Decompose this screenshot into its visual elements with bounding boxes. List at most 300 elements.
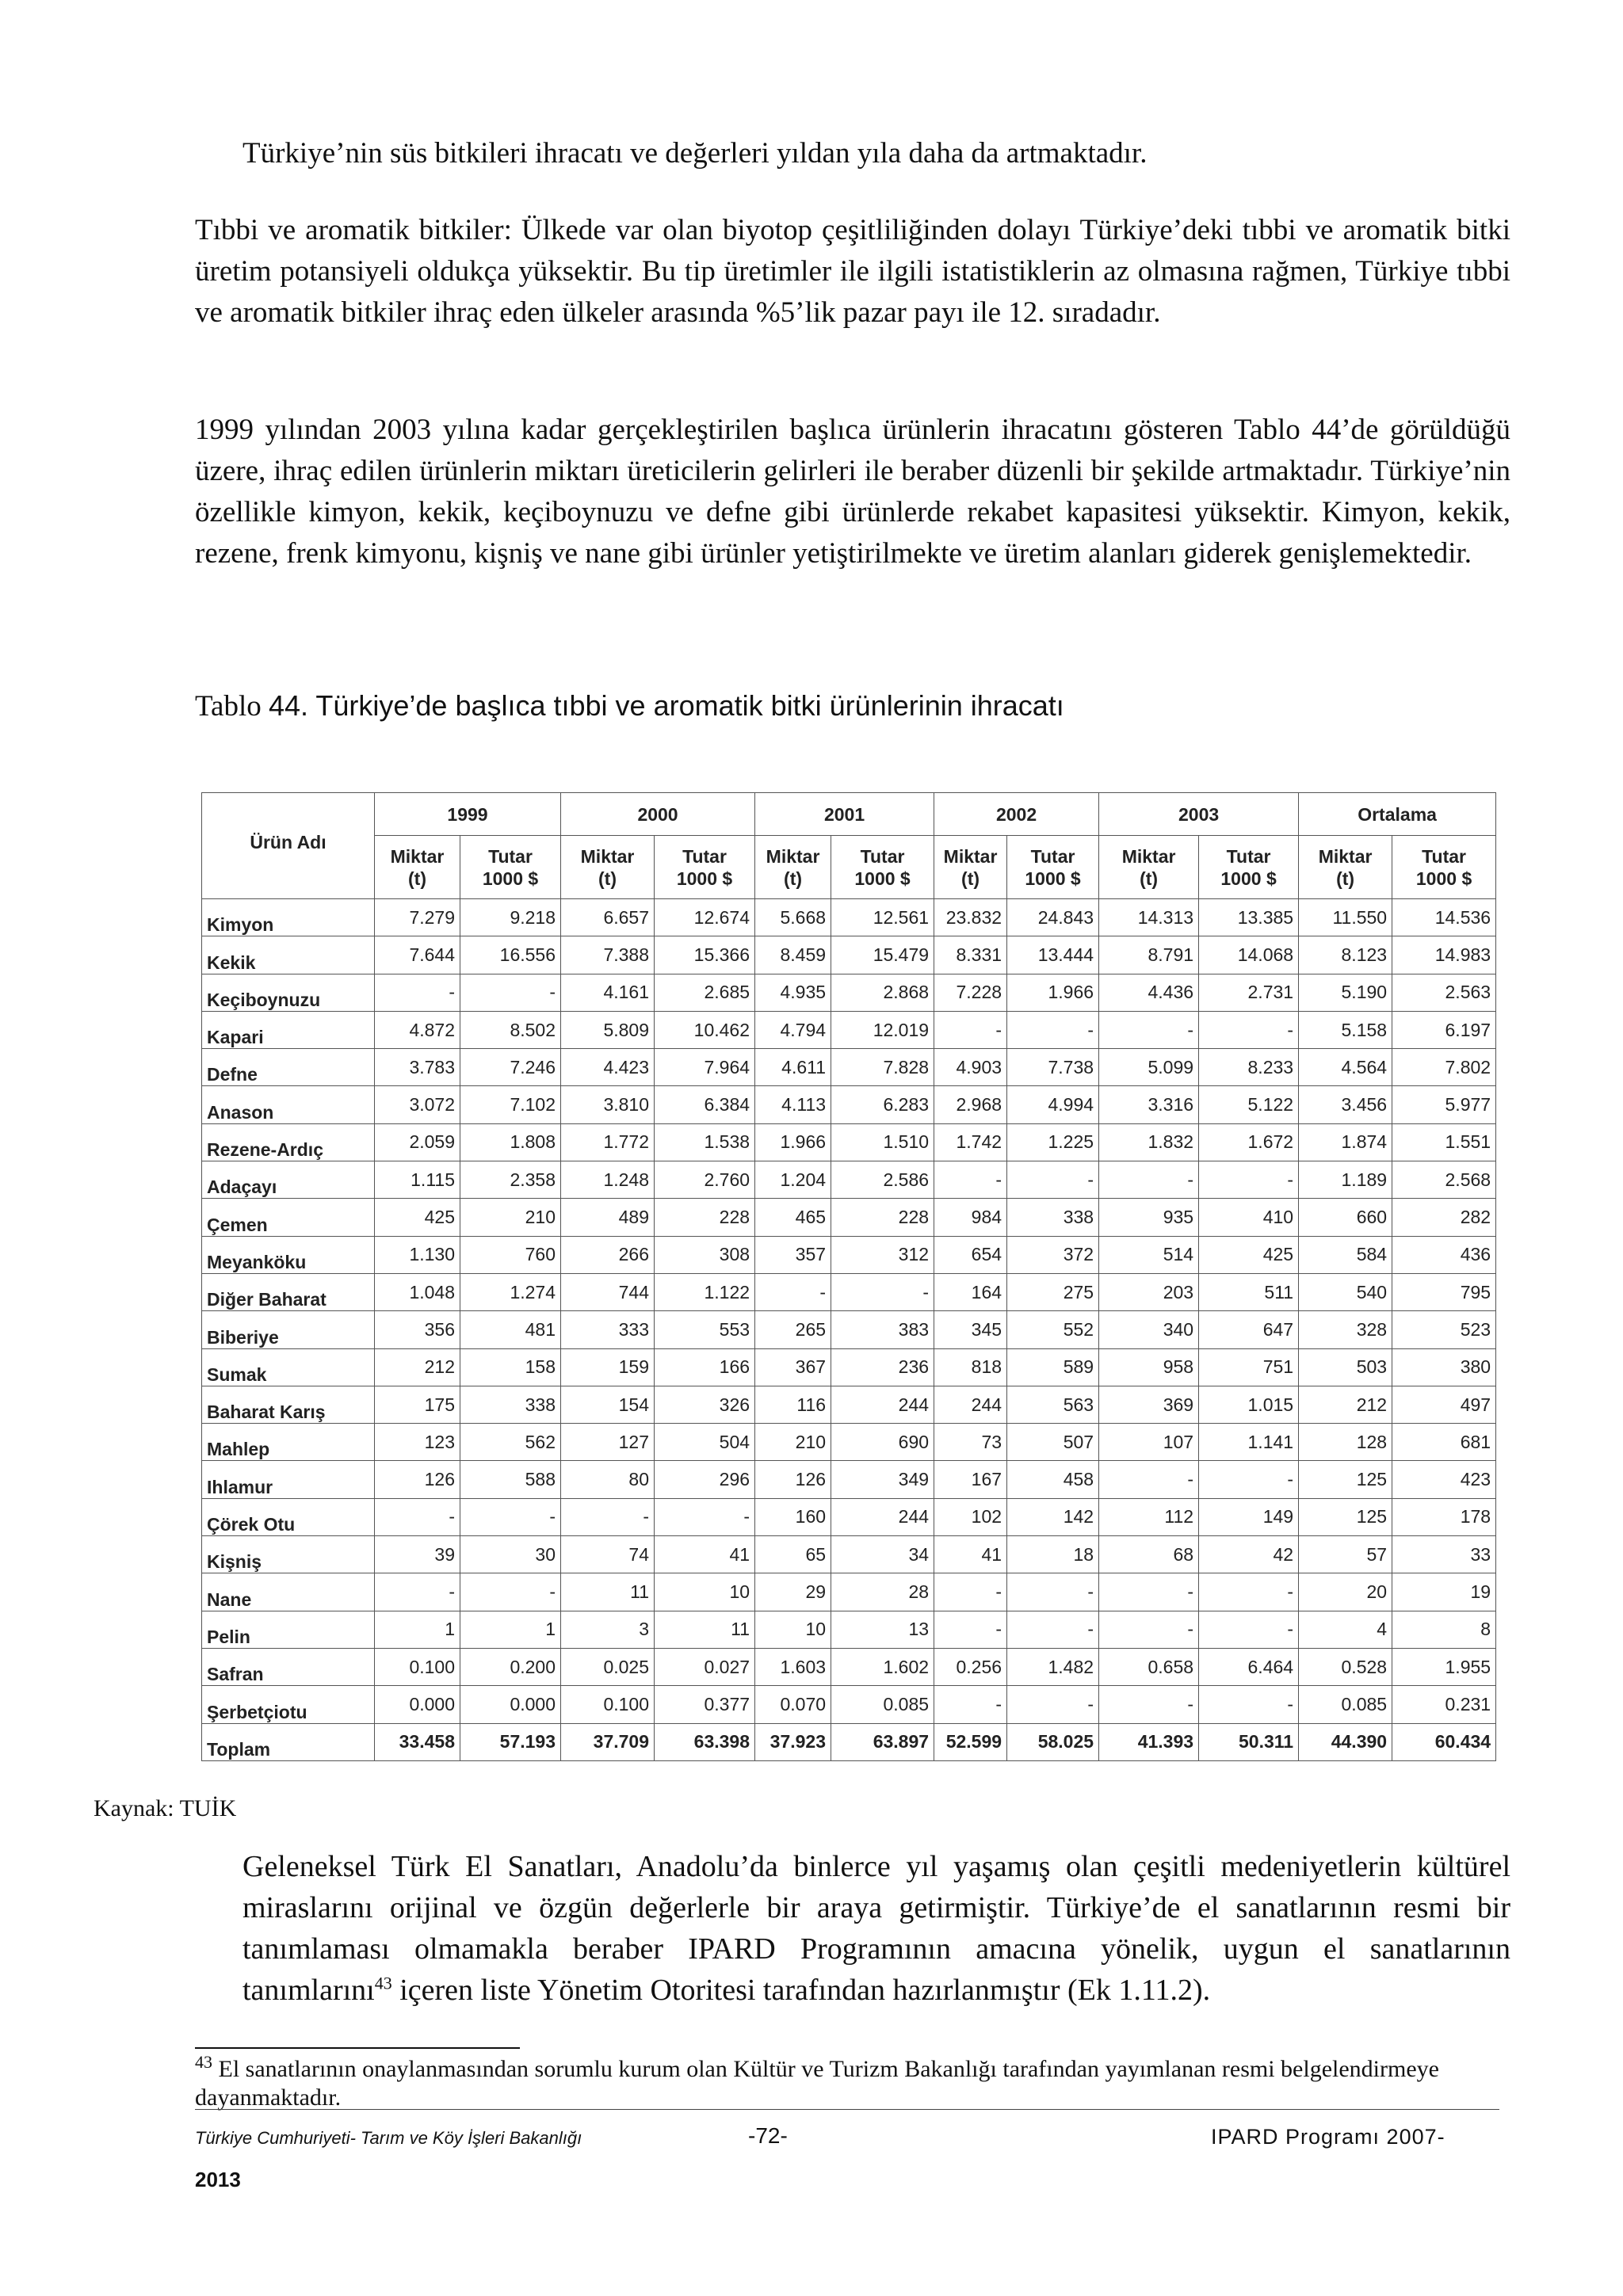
value-cell: 357 (755, 1236, 831, 1273)
value-cell: 18 (1007, 1536, 1099, 1573)
value-cell: 367 (755, 1348, 831, 1386)
miktar-header (934, 836, 1007, 899)
value-cell: - (1007, 1686, 1099, 1723)
subheader-row (202, 836, 1496, 899)
value-cell: 4.794 (755, 1011, 831, 1048)
table-row (202, 1686, 1496, 1723)
value-cell: 5.668 (755, 899, 831, 936)
value-cell: 68 (1099, 1536, 1199, 1573)
value-cell: 1.672 (1199, 1123, 1299, 1161)
value-cell: 14.983 (1392, 936, 1496, 974)
table-row (202, 1723, 1496, 1760)
footnote-reference: 43 (374, 1973, 392, 1993)
value-cell: 4.935 (755, 974, 831, 1011)
value-cell: 2.760 (655, 1161, 755, 1199)
value-cell: 0.377 (655, 1686, 755, 1723)
value-cell: 5.809 (561, 1011, 655, 1048)
table-row (202, 1461, 1496, 1498)
value-cell: 497 (1392, 1386, 1496, 1423)
value-cell: 7.828 (831, 1049, 934, 1086)
value-cell: 308 (655, 1236, 755, 1273)
table-row (202, 1311, 1496, 1348)
value-cell: 681 (1392, 1424, 1496, 1461)
miktar-header-unit: (t) (408, 868, 426, 889)
value-cell: 112 (1099, 1498, 1199, 1535)
value-cell: 1.482 (1007, 1648, 1099, 1685)
product-name-cell: Anason (202, 1086, 375, 1123)
value-cell: 58.025 (1007, 1723, 1099, 1760)
value-cell: 154 (561, 1386, 655, 1423)
miktar-header-label: Miktar (1318, 845, 1373, 867)
value-cell: 14.068 (1199, 936, 1299, 974)
value-cell: - (1199, 1611, 1299, 1648)
value-cell: 126 (755, 1461, 831, 1498)
value-cell: 588 (460, 1461, 561, 1498)
value-cell: - (934, 1686, 1007, 1723)
value-cell: 107 (1099, 1424, 1199, 1461)
value-cell: - (375, 1498, 460, 1535)
value-cell: 0.027 (655, 1648, 755, 1685)
tutar-header-label: Tutar (1030, 845, 1075, 867)
table-row (202, 899, 1496, 936)
handicrafts-text-end: içeren liste Yönetim Otoritesi tarafından hazırlanmıştır (Ek 1.11.2). (391, 1974, 1211, 2007)
value-cell: 29 (755, 1573, 831, 1611)
product-name-cell: Meyanköku (202, 1236, 375, 1273)
value-cell: - (1099, 1611, 1199, 1648)
value-cell: - (561, 1498, 655, 1535)
product-name-cell: Defne (202, 1049, 375, 1086)
value-cell: 50.311 (1199, 1723, 1299, 1760)
value-cell: 514 (1099, 1236, 1199, 1273)
value-cell: 102 (934, 1498, 1007, 1535)
value-cell: - (460, 974, 561, 1011)
value-cell: 203 (1099, 1273, 1199, 1310)
value-cell: - (1099, 1686, 1199, 1723)
paragraph-handicrafts (242, 1846, 1510, 2011)
year-header-row (202, 793, 1496, 836)
value-cell: 935 (1099, 1199, 1199, 1236)
table-row (202, 1011, 1496, 1048)
product-name-cell: Toplam (202, 1723, 375, 1760)
value-cell: 149 (1199, 1498, 1299, 1535)
value-cell: 74 (561, 1536, 655, 1573)
value-cell: 125 (1299, 1498, 1392, 1535)
value-cell: 8.123 (1299, 936, 1392, 974)
product-name-cell: Kapari (202, 1011, 375, 1048)
value-cell: 11 (655, 1611, 755, 1648)
value-cell: 589 (1007, 1348, 1099, 1386)
value-cell: 63.897 (831, 1723, 934, 1760)
table-row (202, 1273, 1496, 1310)
value-cell: 41 (655, 1536, 755, 1573)
value-cell: 4.994 (1007, 1086, 1099, 1123)
value-cell: 12.019 (831, 1011, 934, 1048)
value-cell: 1.742 (934, 1123, 1007, 1161)
value-cell: 11.550 (1299, 899, 1392, 936)
table-row (202, 1236, 1496, 1273)
tutar-header-label: Tutar (860, 845, 905, 867)
value-cell: - (934, 1573, 1007, 1611)
value-cell: 5.190 (1299, 974, 1392, 1011)
value-cell: 1.248 (561, 1161, 655, 1199)
value-cell: 958 (1099, 1348, 1199, 1386)
miktar-header-label: Miktar (1121, 845, 1176, 867)
value-cell: 30 (460, 1536, 561, 1573)
value-cell: 0.000 (375, 1686, 460, 1723)
value-cell: 552 (1007, 1311, 1099, 1348)
value-cell: 465 (755, 1199, 831, 1236)
value-cell: 7.228 (934, 974, 1007, 1011)
page-number: -72- (748, 2123, 788, 2148)
value-cell: 116 (755, 1386, 831, 1423)
value-cell: 63.398 (655, 1723, 755, 1760)
value-cell: 504 (655, 1424, 755, 1461)
miktar-header-unit: (t) (961, 868, 980, 889)
tutar-header-label: Tutar (1226, 845, 1271, 867)
value-cell: 13 (831, 1611, 934, 1648)
value-cell: 6.197 (1392, 1011, 1496, 1048)
product-name-cell: Rezene-Ardıç (202, 1123, 375, 1161)
miktar-header-unit: (t) (784, 868, 803, 889)
year-header: 2001 (755, 793, 934, 836)
table-row (202, 1536, 1496, 1573)
value-cell: 1.772 (561, 1123, 655, 1161)
value-cell: - (1007, 1161, 1099, 1199)
value-cell: - (1199, 1686, 1299, 1723)
product-name-cell: Adaçayı (202, 1161, 375, 1199)
paragraph-medicinal-plants: Tıbbi ve aromatik bitkiler: Ülkede var olan biyotop çeşitliliğinden dolayı Türkiye’deki tıbbi ve aromatik bitki üretim potansiyeli oldukça yüksektir. Bu tip üretimler ile ilgili istatistiklerin az olmasına rağmen, Türkiye tıbbi ve aromatik bitkiler ihraç eden ülkeler arasında %5’lik pazar payı ile 12. sıradadır. (195, 214, 1510, 329)
value-cell: 2.968 (934, 1086, 1007, 1123)
value-cell: 1.808 (460, 1123, 561, 1161)
handicrafts-text-start: Geleneksel Türk El Sanatları, Anadolu’da binlerce yıl yaşamış olan çeşitli medeniyetlerin kültürel miraslarını orijinal ve özgün değerlerle bir araya getirmiştir. Türkiye’de el sanatlarının resmi bir tanımlaması olmamakla beraber IPARD Programının amacına yönelik, uygun el sanatlarının tanımlarını (242, 1850, 1510, 2007)
value-cell: 16.556 (460, 936, 561, 974)
value-cell: 3.810 (561, 1086, 655, 1123)
value-cell: 212 (1299, 1386, 1392, 1423)
miktar-header (1099, 836, 1199, 899)
value-cell: 44.390 (1299, 1723, 1392, 1760)
table-body (202, 899, 1496, 1761)
table-caption-prefix: Tablo (195, 690, 269, 723)
tutar-header-label: Tutar (1422, 845, 1466, 867)
table-row (202, 1123, 1496, 1161)
value-cell: 5.099 (1099, 1049, 1199, 1086)
value-cell: 654 (934, 1236, 1007, 1273)
product-name-cell: Kimyon (202, 899, 375, 936)
value-cell: 4.903 (934, 1049, 1007, 1086)
value-cell: 4 (1299, 1611, 1392, 1648)
value-cell: 14.313 (1099, 899, 1199, 936)
value-cell: 4.113 (755, 1086, 831, 1123)
value-cell: 338 (1007, 1199, 1099, 1236)
value-cell: 584 (1299, 1236, 1392, 1273)
value-cell: 265 (755, 1311, 831, 1348)
miktar-header-unit: (t) (598, 868, 617, 889)
value-cell: - (375, 1573, 460, 1611)
value-cell: 0.200 (460, 1648, 561, 1685)
value-cell: 1 (460, 1611, 561, 1648)
value-cell: 410 (1199, 1199, 1299, 1236)
value-cell: 34 (831, 1536, 934, 1573)
value-cell: 9.218 (460, 899, 561, 936)
value-cell: 760 (460, 1236, 561, 1273)
value-cell: - (460, 1573, 561, 1611)
value-cell: 178 (1392, 1498, 1496, 1535)
product-name-cell: Ihlamur (202, 1461, 375, 1498)
value-cell: 795 (1392, 1273, 1496, 1310)
value-cell: 507 (1007, 1424, 1099, 1461)
value-cell: - (1007, 1573, 1099, 1611)
value-cell: 175 (375, 1386, 460, 1423)
value-cell: 0.256 (934, 1648, 1007, 1685)
year-header: 2003 (1099, 793, 1299, 836)
value-cell: 333 (561, 1311, 655, 1348)
value-cell: 14.536 (1392, 899, 1496, 936)
value-cell: 1.832 (1099, 1123, 1199, 1161)
value-cell: 6.464 (1199, 1648, 1299, 1685)
miktar-header-label: Miktar (943, 845, 998, 867)
value-cell: 2.685 (655, 974, 755, 1011)
value-cell: 423 (1392, 1461, 1496, 1498)
value-cell: - (1099, 1011, 1199, 1048)
tutar-header (460, 836, 561, 899)
miktar-header (1299, 836, 1392, 899)
value-cell: - (1199, 1573, 1299, 1611)
export-table (201, 792, 1496, 1761)
value-cell: 123 (375, 1424, 460, 1461)
value-cell: 0.100 (375, 1648, 460, 1685)
value-cell: 6.657 (561, 899, 655, 936)
value-cell: 10 (755, 1611, 831, 1648)
product-name-header: Ürün Adı (202, 793, 375, 899)
table-row (202, 974, 1496, 1011)
value-cell: 383 (831, 1311, 934, 1348)
value-cell: 210 (460, 1199, 561, 1236)
value-cell: 7.738 (1007, 1049, 1099, 1086)
miktar-header-label: Miktar (390, 845, 445, 867)
value-cell: 436 (1392, 1236, 1496, 1273)
value-cell: 489 (561, 1199, 655, 1236)
value-cell: 5.977 (1392, 1086, 1496, 1123)
product-name-cell: Biberiye (202, 1311, 375, 1348)
value-cell: 7.964 (655, 1049, 755, 1086)
value-cell: - (1199, 1011, 1299, 1048)
value-cell: 562 (460, 1424, 561, 1461)
value-cell: 1.955 (1392, 1648, 1496, 1685)
value-cell: 158 (460, 1348, 561, 1386)
footnote (195, 2052, 1510, 2112)
product-name-cell: Kişniş (202, 1536, 375, 1573)
value-cell: 296 (655, 1461, 755, 1498)
value-cell: 4.436 (1099, 974, 1199, 1011)
value-cell: 244 (934, 1386, 1007, 1423)
tutar-header (1392, 836, 1496, 899)
value-cell: 15.479 (831, 936, 934, 974)
footer-ministry: Türkiye Cumhuriyeti- Tarım ve Köy İşleri Bakanlığı (195, 2128, 582, 2148)
product-name-cell: Kekik (202, 936, 375, 974)
value-cell: 1.048 (375, 1273, 460, 1310)
value-cell: - (655, 1498, 755, 1535)
value-cell: 8.459 (755, 936, 831, 974)
value-cell: 481 (460, 1311, 561, 1348)
value-cell: 20 (1299, 1573, 1392, 1611)
table-row (202, 936, 1496, 974)
value-cell: 1.966 (1007, 974, 1099, 1011)
table-row (202, 1086, 1496, 1123)
value-cell: 1.115 (375, 1161, 460, 1199)
table-row (202, 1611, 1496, 1648)
value-cell: 19 (1392, 1573, 1496, 1611)
footer-year: 2013 (195, 2168, 241, 2191)
tutar-header (831, 836, 934, 899)
value-cell: 228 (655, 1199, 755, 1236)
value-cell: 6.384 (655, 1086, 755, 1123)
product-name-cell: Mahlep (202, 1424, 375, 1461)
product-name-cell: Sumak (202, 1348, 375, 1386)
tutar-header-unit: 1000 $ (1415, 868, 1472, 889)
value-cell: 2.568 (1392, 1161, 1496, 1199)
value-cell: 0.070 (755, 1686, 831, 1723)
value-cell: 5.158 (1299, 1011, 1392, 1048)
value-cell: 744 (561, 1273, 655, 1310)
value-cell: 340 (1099, 1311, 1199, 1348)
value-cell: 159 (561, 1348, 655, 1386)
value-cell: 751 (1199, 1348, 1299, 1386)
product-name-cell: Pelin (202, 1611, 375, 1648)
product-name-cell: Şerbetçiotu (202, 1686, 375, 1723)
value-cell: 42 (1199, 1536, 1299, 1573)
value-cell: 3.316 (1099, 1086, 1199, 1123)
value-cell: 4.564 (1299, 1049, 1392, 1086)
value-cell: 4.611 (755, 1049, 831, 1086)
value-cell: 2.586 (831, 1161, 934, 1199)
value-cell: 37.923 (755, 1723, 831, 1760)
value-cell: 1.603 (755, 1648, 831, 1685)
value-cell: 2.358 (460, 1161, 561, 1199)
value-cell: 1.602 (831, 1648, 934, 1685)
value-cell: 553 (655, 1311, 755, 1348)
value-cell: 73 (934, 1424, 1007, 1461)
value-cell: 160 (755, 1498, 831, 1535)
tutar-header (1007, 836, 1099, 899)
value-cell: 282 (1392, 1199, 1496, 1236)
value-cell: 236 (831, 1348, 934, 1386)
value-cell: 3.783 (375, 1049, 460, 1086)
miktar-header-unit: (t) (1140, 868, 1159, 889)
value-cell: - (755, 1273, 831, 1310)
year-header: Ortalama (1299, 793, 1496, 836)
table-row (202, 1573, 1496, 1611)
value-cell: 7.246 (460, 1049, 561, 1086)
value-cell: 1.141 (1199, 1424, 1299, 1461)
tutar-header-unit: 1000 $ (1025, 868, 1081, 889)
miktar-header (375, 836, 460, 899)
value-cell: 1.189 (1299, 1161, 1392, 1199)
value-cell: 1.966 (755, 1123, 831, 1161)
value-cell: 41 (934, 1536, 1007, 1573)
miktar-header-unit: (t) (1336, 868, 1355, 889)
value-cell: 57 (1299, 1536, 1392, 1573)
value-cell: 1.538 (655, 1123, 755, 1161)
value-cell: 41.393 (1099, 1723, 1199, 1760)
value-cell: 4.423 (561, 1049, 655, 1086)
value-cell: 57.193 (460, 1723, 561, 1760)
table-row (202, 1348, 1496, 1386)
value-cell: - (1007, 1011, 1099, 1048)
value-cell: - (1199, 1461, 1299, 1498)
value-cell: 8.791 (1099, 936, 1199, 974)
miktar-header-label: Miktar (766, 845, 820, 867)
value-cell: 2.731 (1199, 974, 1299, 1011)
value-cell: - (1099, 1461, 1199, 1498)
year-header: 2002 (934, 793, 1099, 836)
value-cell: 126 (375, 1461, 460, 1498)
value-cell: 80 (561, 1461, 655, 1498)
value-cell: 511 (1199, 1273, 1299, 1310)
value-cell: 1.204 (755, 1161, 831, 1199)
value-cell: 2.563 (1392, 974, 1496, 1011)
value-cell: 3 (561, 1611, 655, 1648)
value-cell: 24.843 (1007, 899, 1099, 936)
value-cell: 128 (1299, 1424, 1392, 1461)
value-cell: 690 (831, 1424, 934, 1461)
value-cell: 8.331 (934, 936, 1007, 974)
value-cell: 425 (1199, 1236, 1299, 1273)
value-cell: 10 (655, 1573, 755, 1611)
value-cell: 12.561 (831, 899, 934, 936)
export-table-container (201, 792, 1495, 1760)
paragraph-export-trend: 1999 yılından 2003 yılına kadar gerçekleştirilen başlıca ürünlerin ihracatını gösteren Tablo 44’de görüldüğü üzere, ihraç edilen ürünlerin miktarı üreticilerin gelirleri ile beraber düzenli bir şekilde artmaktadır. Türkiye’nin özellikle kimyon, kekik, keçiboynuzu ve defne gibi ürünlerde rekabet kapasitesi yüksektir. Kimyon, kekik, rezene, frenk kimyonu, kişniş ve nane gibi ürünler yetiştirilmekte ve üretim alanları giderek genişlemektedir. (195, 414, 1510, 570)
value-cell: 8 (1392, 1611, 1496, 1648)
value-cell: 0.000 (460, 1686, 561, 1723)
value-cell: 1 (375, 1611, 460, 1648)
value-cell: 2.059 (375, 1123, 460, 1161)
tutar-header (1199, 836, 1299, 899)
value-cell: 52.599 (934, 1723, 1007, 1760)
value-cell: 660 (1299, 1199, 1392, 1236)
value-cell: - (934, 1161, 1007, 1199)
value-cell: 503 (1299, 1348, 1392, 1386)
value-cell: 326 (655, 1386, 755, 1423)
product-name-cell: Keçiboynuzu (202, 974, 375, 1011)
value-cell: 1.225 (1007, 1123, 1099, 1161)
table-caption (195, 689, 1064, 723)
value-cell: 345 (934, 1311, 1007, 1348)
value-cell: 212 (375, 1348, 460, 1386)
value-cell: 164 (934, 1273, 1007, 1310)
value-cell: 0.100 (561, 1686, 655, 1723)
value-cell: 166 (655, 1348, 755, 1386)
value-cell: 10.462 (655, 1011, 755, 1048)
value-cell: 0.231 (1392, 1686, 1496, 1723)
value-cell: 4.872 (375, 1011, 460, 1048)
value-cell: 1.274 (460, 1273, 561, 1310)
value-cell: 11 (561, 1573, 655, 1611)
value-cell: 7.388 (561, 936, 655, 974)
value-cell: - (1199, 1161, 1299, 1199)
table-row (202, 1498, 1496, 1535)
value-cell: 1.015 (1199, 1386, 1299, 1423)
value-cell: 1.874 (1299, 1123, 1392, 1161)
miktar-header-label: Miktar (580, 845, 635, 867)
value-cell: 275 (1007, 1273, 1099, 1310)
tutar-header-unit: 1000 $ (1220, 868, 1277, 889)
value-cell: 12.674 (655, 899, 755, 936)
value-cell: 28 (831, 1573, 934, 1611)
tutar-header-label: Tutar (682, 845, 727, 867)
year-header: 1999 (375, 793, 561, 836)
value-cell: 39 (375, 1536, 460, 1573)
value-cell: 425 (375, 1199, 460, 1236)
